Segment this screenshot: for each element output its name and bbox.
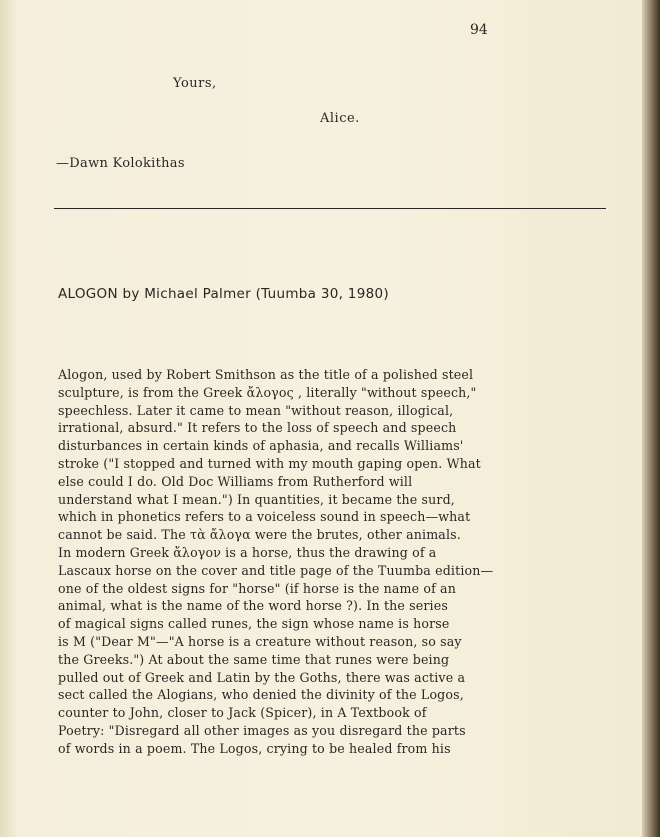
essay-line: which in phonetics refers to a voiceless sound in speech—what — [58, 509, 471, 525]
letter-signature: Alice. — [320, 111, 360, 126]
essay-line: counter to John, closer to Jack (Spicer), in A Textbook of — [58, 705, 427, 721]
essay-line: else could I do. Old Doc Williams from Rutherford will — [58, 473, 413, 489]
essay-line: animal, what is the name of the word horse ?). In the series — [58, 598, 448, 614]
letter-closing: Yours, — [173, 76, 217, 91]
essay-line: the Greeks.") At about the same time that runes were being — [58, 651, 450, 667]
essay-line: Lascaux horse on the cover and title page of the Tuumba edition— — [58, 562, 494, 578]
essay-line: of words in a poem. The Logos, crying to be healed from his — [58, 740, 451, 756]
essay-line: Alogon, used by Robert Smithson as the title of a polished steel — [58, 367, 474, 382]
essay-line: Poetry: "Disregard all other images as you disregard the parts — [58, 722, 466, 738]
essay-heading: ALOGON by Michael Palmer (Tuumba 30, 1980) — [58, 286, 389, 302]
essay-line: of magical signs called runes, the sign whose name is horse — [58, 616, 450, 632]
essay-line: stroke ("I stopped and turned with my mouth gaping open. What — [58, 455, 481, 471]
letter-author: —Dawn Kolokithas — [56, 156, 185, 171]
essay-line: In modern Greek ἄλογον is a horse, thus the drawing of a — [58, 544, 437, 560]
essay-line: irrational, absurd." It refers to the loss of speech and speech — [58, 420, 457, 436]
essay-line: understand what I mean.") In quantities, it became the surd, — [58, 491, 455, 507]
essay-line: one of the oldest signs for "horse" (if horse is the name of an — [58, 580, 456, 596]
essay-line: sect called the Alogians, who denied the divinity of the Logos, — [58, 687, 464, 703]
essay-line: disturbances in certain kinds of aphasia, and recalls Williams' — [58, 438, 464, 454]
page-number: 94 — [470, 22, 488, 38]
essay-line: speechless. Later it came to mean "without reason, illogical, — [58, 402, 454, 418]
section-divider — [54, 208, 606, 209]
essay-line: is M ("Dear M"—"A horse is a creature without reason, so say — [58, 633, 462, 649]
book-binding-shadow — [642, 0, 660, 837]
essay-line: sculpture, is from the Greek ἄλογος , literally "without speech," — [58, 384, 477, 400]
essay-line: pulled out of Greek and Latin by the Goths, there was active a — [58, 669, 466, 685]
essay-line: cannot be said. The τὰ ἄλογα were the brutes, other animals. — [58, 527, 461, 543]
essay-body — [58, 366, 610, 758]
